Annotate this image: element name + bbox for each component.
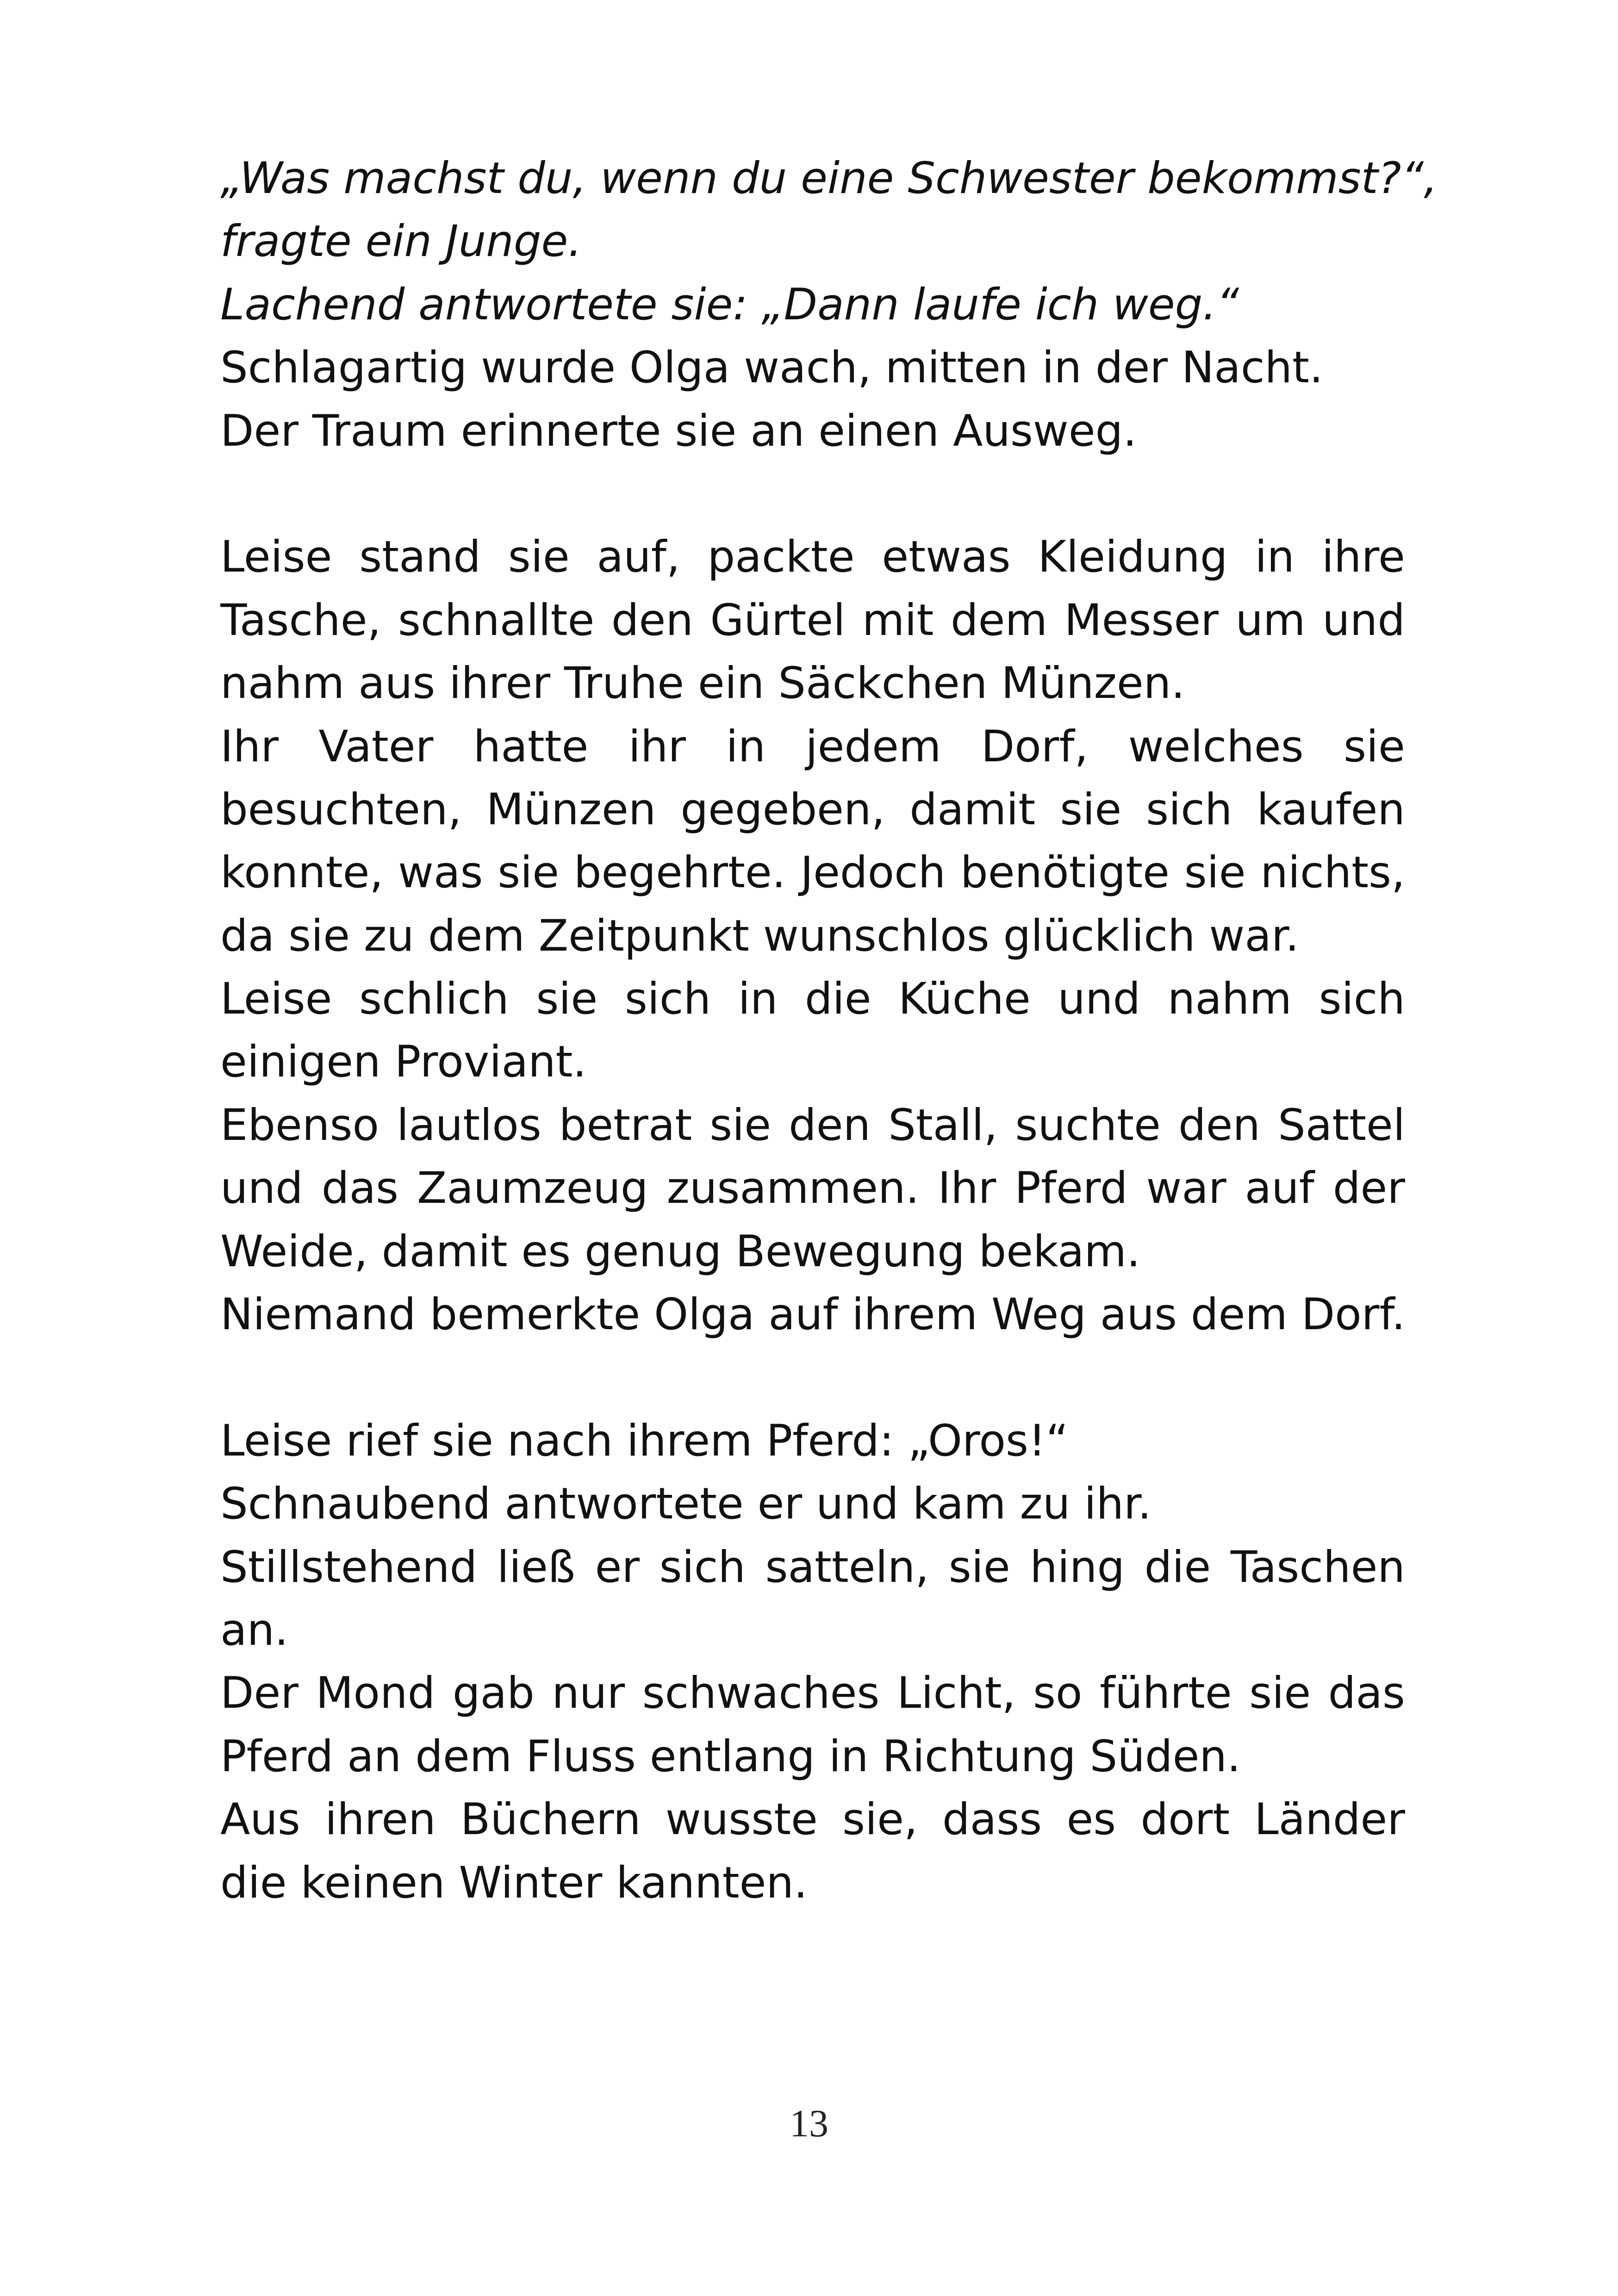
- text-line: da sie zu dem Zeitpunkt wunschlos glücklich war.: [220, 910, 1299, 961]
- text-line: an.: [220, 1605, 289, 1655]
- story-text: [220, 147, 1438, 1915]
- text-line: Leise rief sie nach ihrem Pferd: „Oros!“: [220, 1415, 1069, 1466]
- text-line: Aus ihren Büchern wusste sie, dass es dort Länder: [220, 1794, 1405, 1845]
- text-line: Leise schlich sie sich in die Küche und nahm sich: [220, 974, 1405, 1025]
- text-line: besuchten, Münzen gegeben, damit sie sich kaufen: [220, 784, 1405, 835]
- text-line: Lachend antwortete sie: „Dann laufe ich weg.“: [220, 279, 1239, 330]
- text-line: Ihr Vater hatte ihr in jedem Dorf, welches sie: [220, 721, 1405, 772]
- text-line: Niemand bemerkte Olga auf ihrem Weg aus dem Dorf.: [220, 1289, 1406, 1340]
- text-line: Der Mond gab nur schwaches Licht, so führte sie das: [220, 1668, 1405, 1719]
- text-line: Ebenso lautlos betrat sie den Stall, suchte den Sattel: [220, 1100, 1405, 1151]
- text-line: Pferd an dem Fluss entlang in Richtung Süden.: [220, 1731, 1241, 1782]
- text-line: Der Traum erinnerte sie an einen Ausweg.: [220, 405, 1137, 456]
- text-line: konnte, was sie begehrte. Jedoch benötigte sie nichts,: [220, 847, 1405, 898]
- text-line: Tasche, schnallte den Gürtel mit dem Messer um und: [220, 595, 1405, 646]
- text-line: Stillstehend ließ er sich satteln, sie hing die Taschen: [220, 1542, 1405, 1593]
- text-line: Leise stand sie auf, packte etwas Kleidung in ihre: [220, 532, 1405, 583]
- paragraph-gap: [220, 463, 1405, 526]
- text-line: Schnaubend antwortete er und kam zu ihr.: [220, 1479, 1151, 1530]
- text-line: fragte ein Junge.: [220, 216, 582, 267]
- text-line: die keinen Winter kannten.: [220, 1857, 808, 1908]
- page-number: 13: [790, 2102, 828, 2145]
- text-line: und das Zaumzeug zusammen. Ihr Pferd war auf der: [220, 1163, 1405, 1214]
- paragraph-gap: [220, 1346, 1405, 1409]
- text-line: Schlagartig wurde Olga wach, mitten in der Nacht.: [220, 342, 1323, 393]
- text-line: einigen Proviant.: [220, 1037, 587, 1088]
- text-line: nahm aus ihrer Truhe ein Säckchen Münzen.: [220, 658, 1185, 709]
- text-line: „Was machst du, wenn du eine Schwester bekommst?“,: [220, 153, 1438, 204]
- text-line: Weide, damit es genug Bewegung bekam.: [220, 1226, 1140, 1277]
